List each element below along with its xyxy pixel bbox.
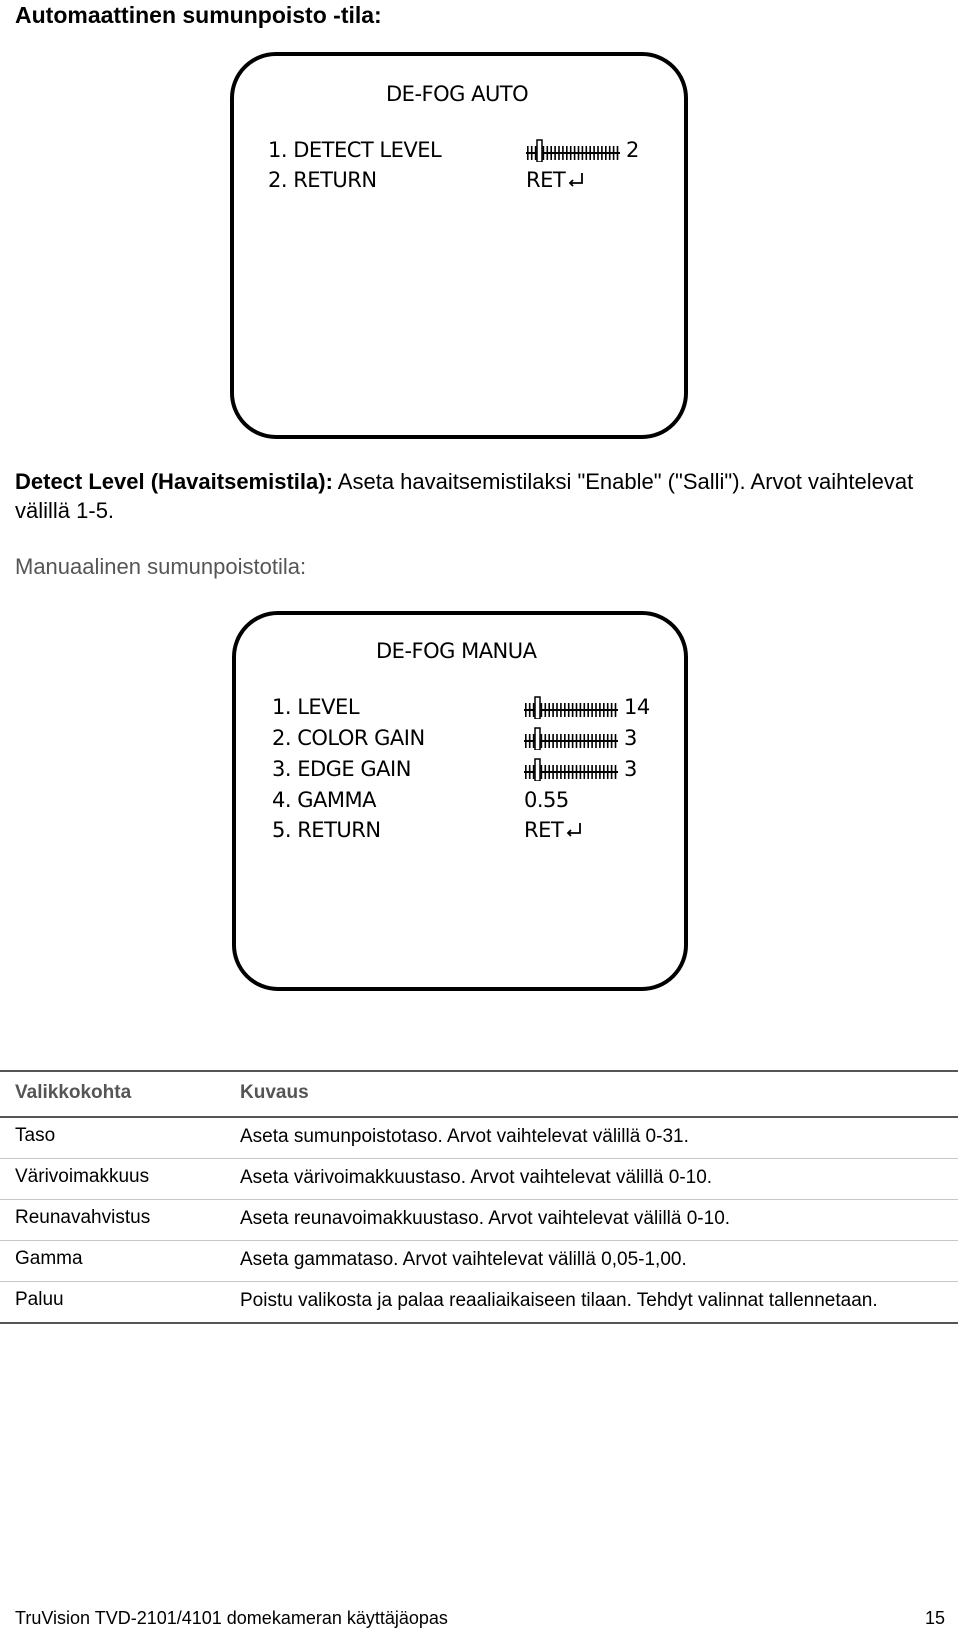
menu-item-label: 5. RETURN [272, 818, 381, 842]
return-arrow-icon [567, 171, 585, 194]
table-cell: Taso [0, 1117, 225, 1159]
menu-item-label: 2. COLOR GAIN [272, 726, 425, 750]
osd-screen-auto [230, 52, 688, 439]
table-cell: Aseta sumunpoistotaso. Arvot vaihtelevat välillä 0-31. [225, 1117, 958, 1159]
table-cell: Gamma [0, 1241, 225, 1282]
column-header: Kuvaus [225, 1071, 958, 1117]
menu-item-detect-level[interactable] [268, 138, 668, 168]
menu-item-value: 3 [624, 757, 637, 781]
slider-icon [524, 757, 618, 781]
menu-description-table [0, 1070, 958, 1324]
table-cell: Aseta reunavoimakkuustaso. Arvot vaihtelevat välillä 0-10. [225, 1200, 958, 1241]
menu-item-label: 2. RETURN [268, 168, 377, 192]
menu-item-edge-gain[interactable] [272, 757, 672, 787]
slider-icon [524, 726, 618, 750]
page-number: 15 [924, 1608, 945, 1628]
menu-item-label: 3. EDGE GAIN [272, 757, 411, 781]
detect-level-text: Aseta havaitsemistilaksi "Enable" ("Salli"). Arvot vaihtelevat välillä 1-5. [15, 469, 914, 523]
menu-item-value: RET [526, 168, 566, 192]
menu-item-return[interactable] [268, 168, 668, 198]
menu-item-color-gain[interactable] [272, 726, 672, 756]
detect-level-term: Detect Level (Havaitsemistila): [15, 469, 333, 494]
menu-item-gamma[interactable] [272, 788, 672, 818]
return-arrow-icon [565, 821, 583, 844]
table-cell: Poistu valikosta ja palaa reaaliaikaiseen tilaan. Tehdyt valinnat tallennetaan. [225, 1282, 958, 1324]
slider-icon [524, 695, 618, 719]
table-cell: Värivoimakkuus [0, 1159, 225, 1200]
screen-title: DE-FOG AUTO [386, 82, 529, 106]
slider-icon [526, 138, 620, 162]
menu-item-value: 3 [624, 726, 637, 750]
menu-item-value: 0.55 [524, 788, 569, 812]
menu-item-label: 4. GAMMA [272, 788, 376, 812]
table-row [0, 1241, 958, 1282]
table-cell: Paluu [0, 1282, 225, 1324]
menu-item-value: 14 [624, 695, 650, 719]
osd-screen-manual [232, 611, 688, 991]
table-cell: Aseta värivoimakkuustaso. Arvot vaihtelevat välillä 0-10. [225, 1159, 958, 1200]
menu-item-level[interactable] [272, 695, 672, 725]
menu-item-value: RET [524, 818, 564, 842]
detect-level-description [15, 467, 945, 525]
column-header: Valikkokohta [0, 1071, 225, 1117]
menu-item-label: 1. DETECT LEVEL [268, 138, 442, 162]
table-cell: Reunavahvistus [0, 1200, 225, 1241]
table-row [0, 1200, 958, 1241]
page-footer [15, 1608, 945, 1629]
screen-title: DE-FOG MANUA [376, 639, 537, 663]
table-row [0, 1159, 958, 1200]
menu-item-value: 2 [626, 138, 639, 162]
table-cell: Aseta gammataso. Arvot vaihtelevat välillä 0,05-1,00. [225, 1241, 958, 1282]
table-header-row [0, 1071, 958, 1117]
menu-item-label: 1. LEVEL [272, 695, 360, 719]
heading-manual-mode: Manuaalinen sumunpoistotila: [15, 554, 307, 579]
table-row [0, 1282, 958, 1324]
menu-item-return[interactable] [272, 818, 672, 848]
heading-auto-mode: Automaattinen sumunpoisto -tila: [15, 2, 382, 28]
table-row [0, 1117, 958, 1159]
footer-title: TruVision TVD-2101/4101 domekameran käyttäjäopas [15, 1608, 448, 1628]
